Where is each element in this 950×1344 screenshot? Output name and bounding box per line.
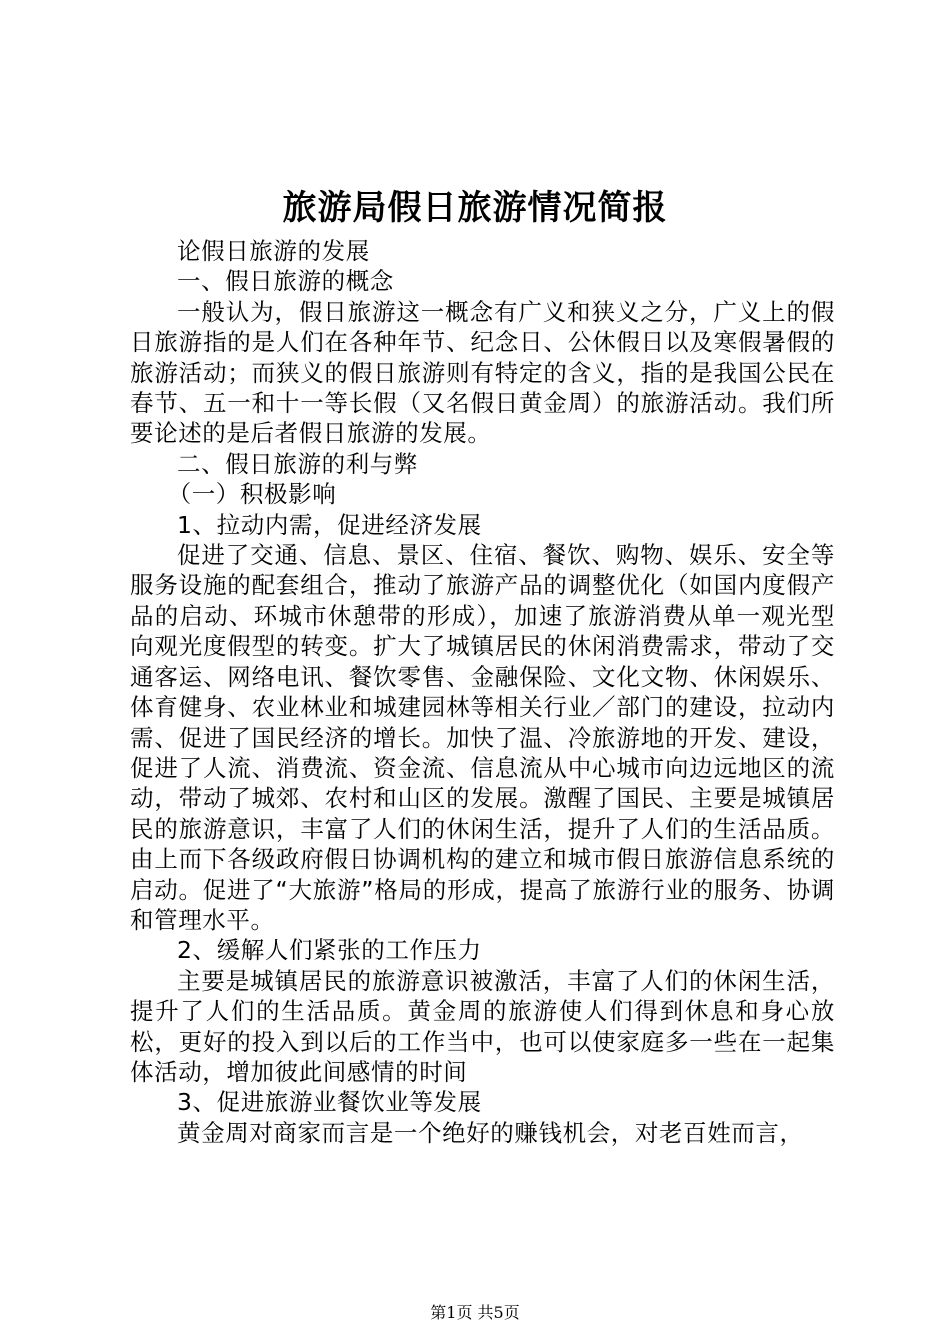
document-body bbox=[130, 236, 835, 1148]
section-heading-pros-cons: 二、假日旅游的利与弊 bbox=[177, 449, 418, 478]
item-heading-2: 2、缓解人们紧张的工作压力 bbox=[177, 936, 482, 965]
section-heading-concept: 一、假日旅游的概念 bbox=[177, 267, 394, 296]
page-number-footer: 第1页 共5页 bbox=[430, 1303, 520, 1322]
item-heading-1: 1、拉动内需，促进经济发展 bbox=[177, 510, 482, 539]
document-title: 旅游局假日旅游情况简报 bbox=[282, 188, 668, 228]
paragraph-item-2: 主要是城镇居民的旅游意识被激活，丰富了人们的休闲生活，提升了人们的生活品质。黄金周的旅游使人们得到休息和身心放松，更好的投入到以后的工作当中，也可以使家庭多一些在一起集体活动，增加彼此间感情的时间 bbox=[130, 966, 835, 1086]
paragraph-concept: 一般认为，假日旅游这一概念有广义和狭义之分，广义上的假日旅游指的是人们在各种年节、纪念日、公休假日以及寒假暑假的旅游活动；而狭义的假日旅游则有特定的含义，指的是我国公民在春节、五一和十一等长假（又名假日黄金周）的旅游活动。我们所要论述的是后者假日旅游的发展。 bbox=[130, 297, 835, 448]
item-heading-3: 3、促进旅游业餐饮业等发展 bbox=[177, 1088, 482, 1117]
paragraph-item-3: 黄金周对商家而言是一个绝好的赚钱机会，对老百姓而言， bbox=[177, 1118, 804, 1147]
subsection-heading-positive: （一）积极影响 bbox=[167, 480, 337, 509]
section-heading-topic: 论假日旅游的发展 bbox=[177, 237, 370, 265]
paragraph-item-1: 促进了交通、信息、景区、住宿、餐饮、购物、娱乐、安全等服务设施的配套组合，推动了旅游产品的调整优化（如国内度假产品的启动、环城市休憩带的形成），加速了旅游消费从单一观光型向观光度假型的转变。扩大了城镇居民的休闲消费需求，带动了交通客运、网络电讯、餐饮零售、金融保险、文化文物、休闲娱乐、体育健身、农业林业和城建园林等相关行业／部门的建设，拉动内需、促进了国民经济的增长。加快了温、冷旅游地的开发、建设，促进了人流、消费流、资金流、信息流从中心城市向边远地区的流动，带动了城郊、农村和山区的发展。激醒了国民、主要是城镇居民的旅游意识，丰富了人们的休闲生活，提升了人们的生活品质。由上而下各级政府假日协调机构的建立和城市假日旅游信息系统的启动。促进了“大旅游”格局的形成，提高了旅游行业的服务、协调和管理水平。 bbox=[130, 541, 835, 934]
